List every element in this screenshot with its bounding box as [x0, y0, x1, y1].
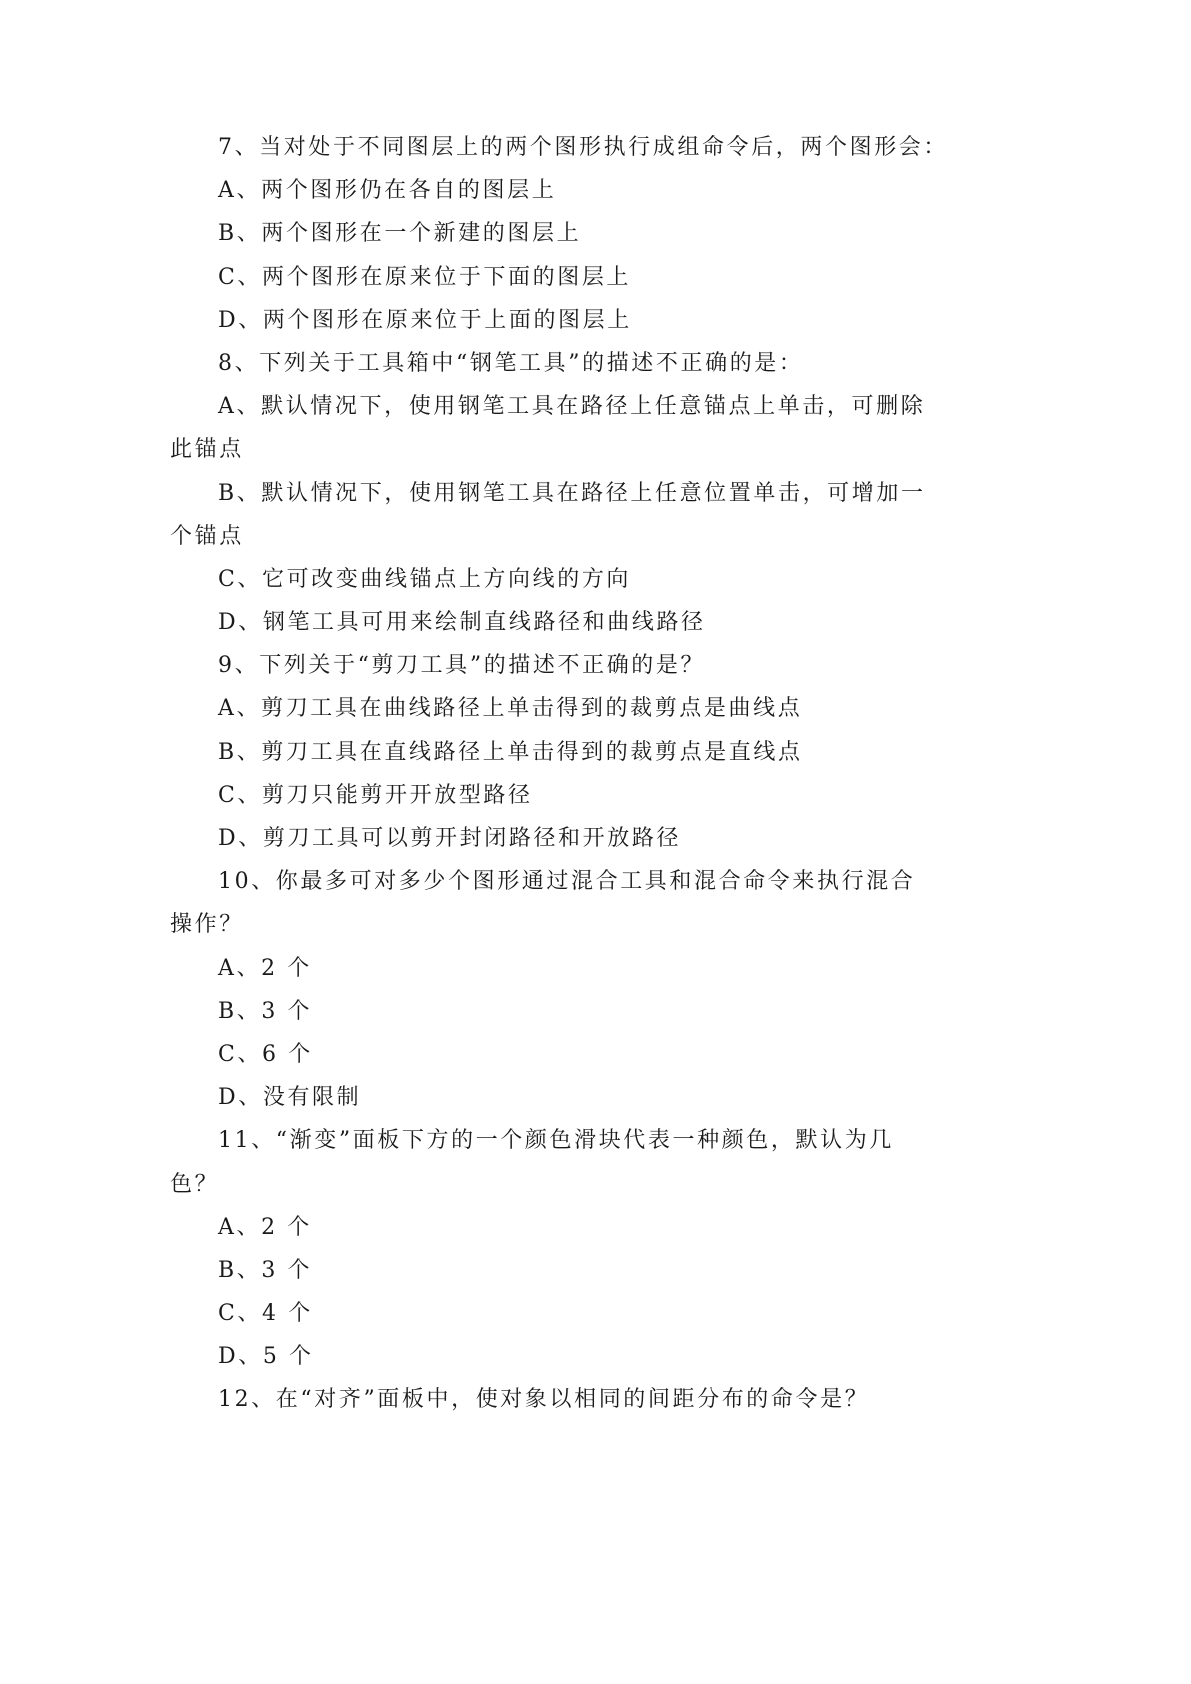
answer-option: [170, 1292, 960, 1335]
question-stem-line: 操作？: [170, 912, 244, 938]
answer-option-line: A、2 个: [218, 1214, 312, 1240]
question-block: [170, 126, 960, 342]
question-stem: [170, 1378, 960, 1421]
answer-option: [170, 472, 960, 558]
question-stem: [170, 126, 960, 169]
answer-option: [170, 558, 960, 601]
question-block: [170, 1119, 960, 1378]
answer-option: [170, 169, 960, 212]
answer-option-line: D、钢笔工具可用来绘制直线路径和曲线路径: [218, 610, 706, 636]
answer-option-line: B、3 个: [218, 998, 313, 1024]
answer-option: [170, 817, 960, 860]
question-stem: [170, 860, 960, 946]
document-page: [170, 126, 960, 1422]
answer-option: [170, 1335, 960, 1378]
answer-option-line: A、剪刀工具在曲线路径上单击得到的裁剪点是曲线点: [218, 696, 803, 722]
answer-option-line: C、两个图形在原来位于下面的图层上: [218, 264, 632, 290]
question-block: [170, 644, 960, 860]
answer-option-line: C、4 个: [218, 1301, 313, 1327]
answer-option: [170, 947, 960, 990]
answer-option: [170, 1249, 960, 1292]
answer-option: [170, 687, 960, 730]
answer-option-line: C、6 个: [218, 1041, 313, 1067]
answer-option-line: A、两个图形仍在各自的图层上: [218, 178, 557, 204]
answer-option-line: B、默认情况下，使用钢笔工具在路径上任意位置单击，可增加一: [218, 480, 926, 506]
answer-option: [170, 601, 960, 644]
answer-option-line: B、3 个: [218, 1257, 313, 1283]
question-block: [170, 1378, 960, 1421]
answer-option-line: 此锚点: [170, 437, 244, 463]
answer-option: [170, 774, 960, 817]
answer-option: [170, 385, 960, 471]
answer-option-line: B、剪刀工具在直线路径上单击得到的裁剪点是直线点: [218, 739, 803, 765]
answer-option: [170, 1033, 960, 1076]
question-stem: [170, 342, 960, 385]
answer-option: [170, 256, 960, 299]
answer-option: [170, 299, 960, 342]
question-stem: [170, 644, 960, 687]
answer-option-line: D、剪刀工具可以剪开封闭路径和开放路径: [218, 826, 682, 851]
answer-option: [170, 1206, 960, 1249]
question-block: [170, 860, 960, 1119]
answer-option-line: C、它可改变曲线锚点上方向线的方向: [218, 566, 632, 592]
answer-option-line: A、默认情况下，使用钢笔工具在路径上任意锚点上单击，可删除: [218, 394, 926, 420]
question-stem-line: 7、当对处于不同图层上的两个图形执行成组命令后，两个图形会：: [218, 135, 948, 160]
answer-option-line: B、两个图形在一个新建的图层上: [218, 221, 582, 247]
question-stem: [170, 1119, 960, 1205]
question-stem-line: 12、在“对齐”面板中，使对象以相同的间距分布的命令是？: [218, 1387, 870, 1413]
answer-option-line: C、剪刀只能剪开开放型路径: [218, 782, 533, 808]
answer-option-line: D、没有限制: [218, 1085, 362, 1111]
answer-option-line: D、两个图形在原来位于上面的图层上: [218, 307, 632, 333]
answer-option: [170, 212, 960, 255]
question-stem-line: 9、下列关于“剪刀工具”的描述不正确的是？: [218, 653, 706, 679]
question-stem-line: 8、下列关于工具箱中“钢笔工具”的描述不正确的是：: [218, 350, 804, 376]
answer-option: [170, 1076, 960, 1119]
question-stem-line: 11、“渐变”面板下方的一个颜色滑块代表一种颜色，默认为几: [218, 1128, 894, 1154]
question-stem-line: 10、你最多可对多少个图形通过混合工具和混合命令来执行混合: [218, 869, 916, 895]
question-block: [170, 342, 960, 644]
answer-option-line: A、2 个: [218, 955, 312, 981]
answer-option: [170, 990, 960, 1033]
answer-option: [170, 731, 960, 774]
answer-option-line: 个锚点: [170, 523, 244, 549]
answer-option-line: D、5 个: [218, 1344, 314, 1370]
question-stem-line: 色？: [170, 1171, 220, 1197]
